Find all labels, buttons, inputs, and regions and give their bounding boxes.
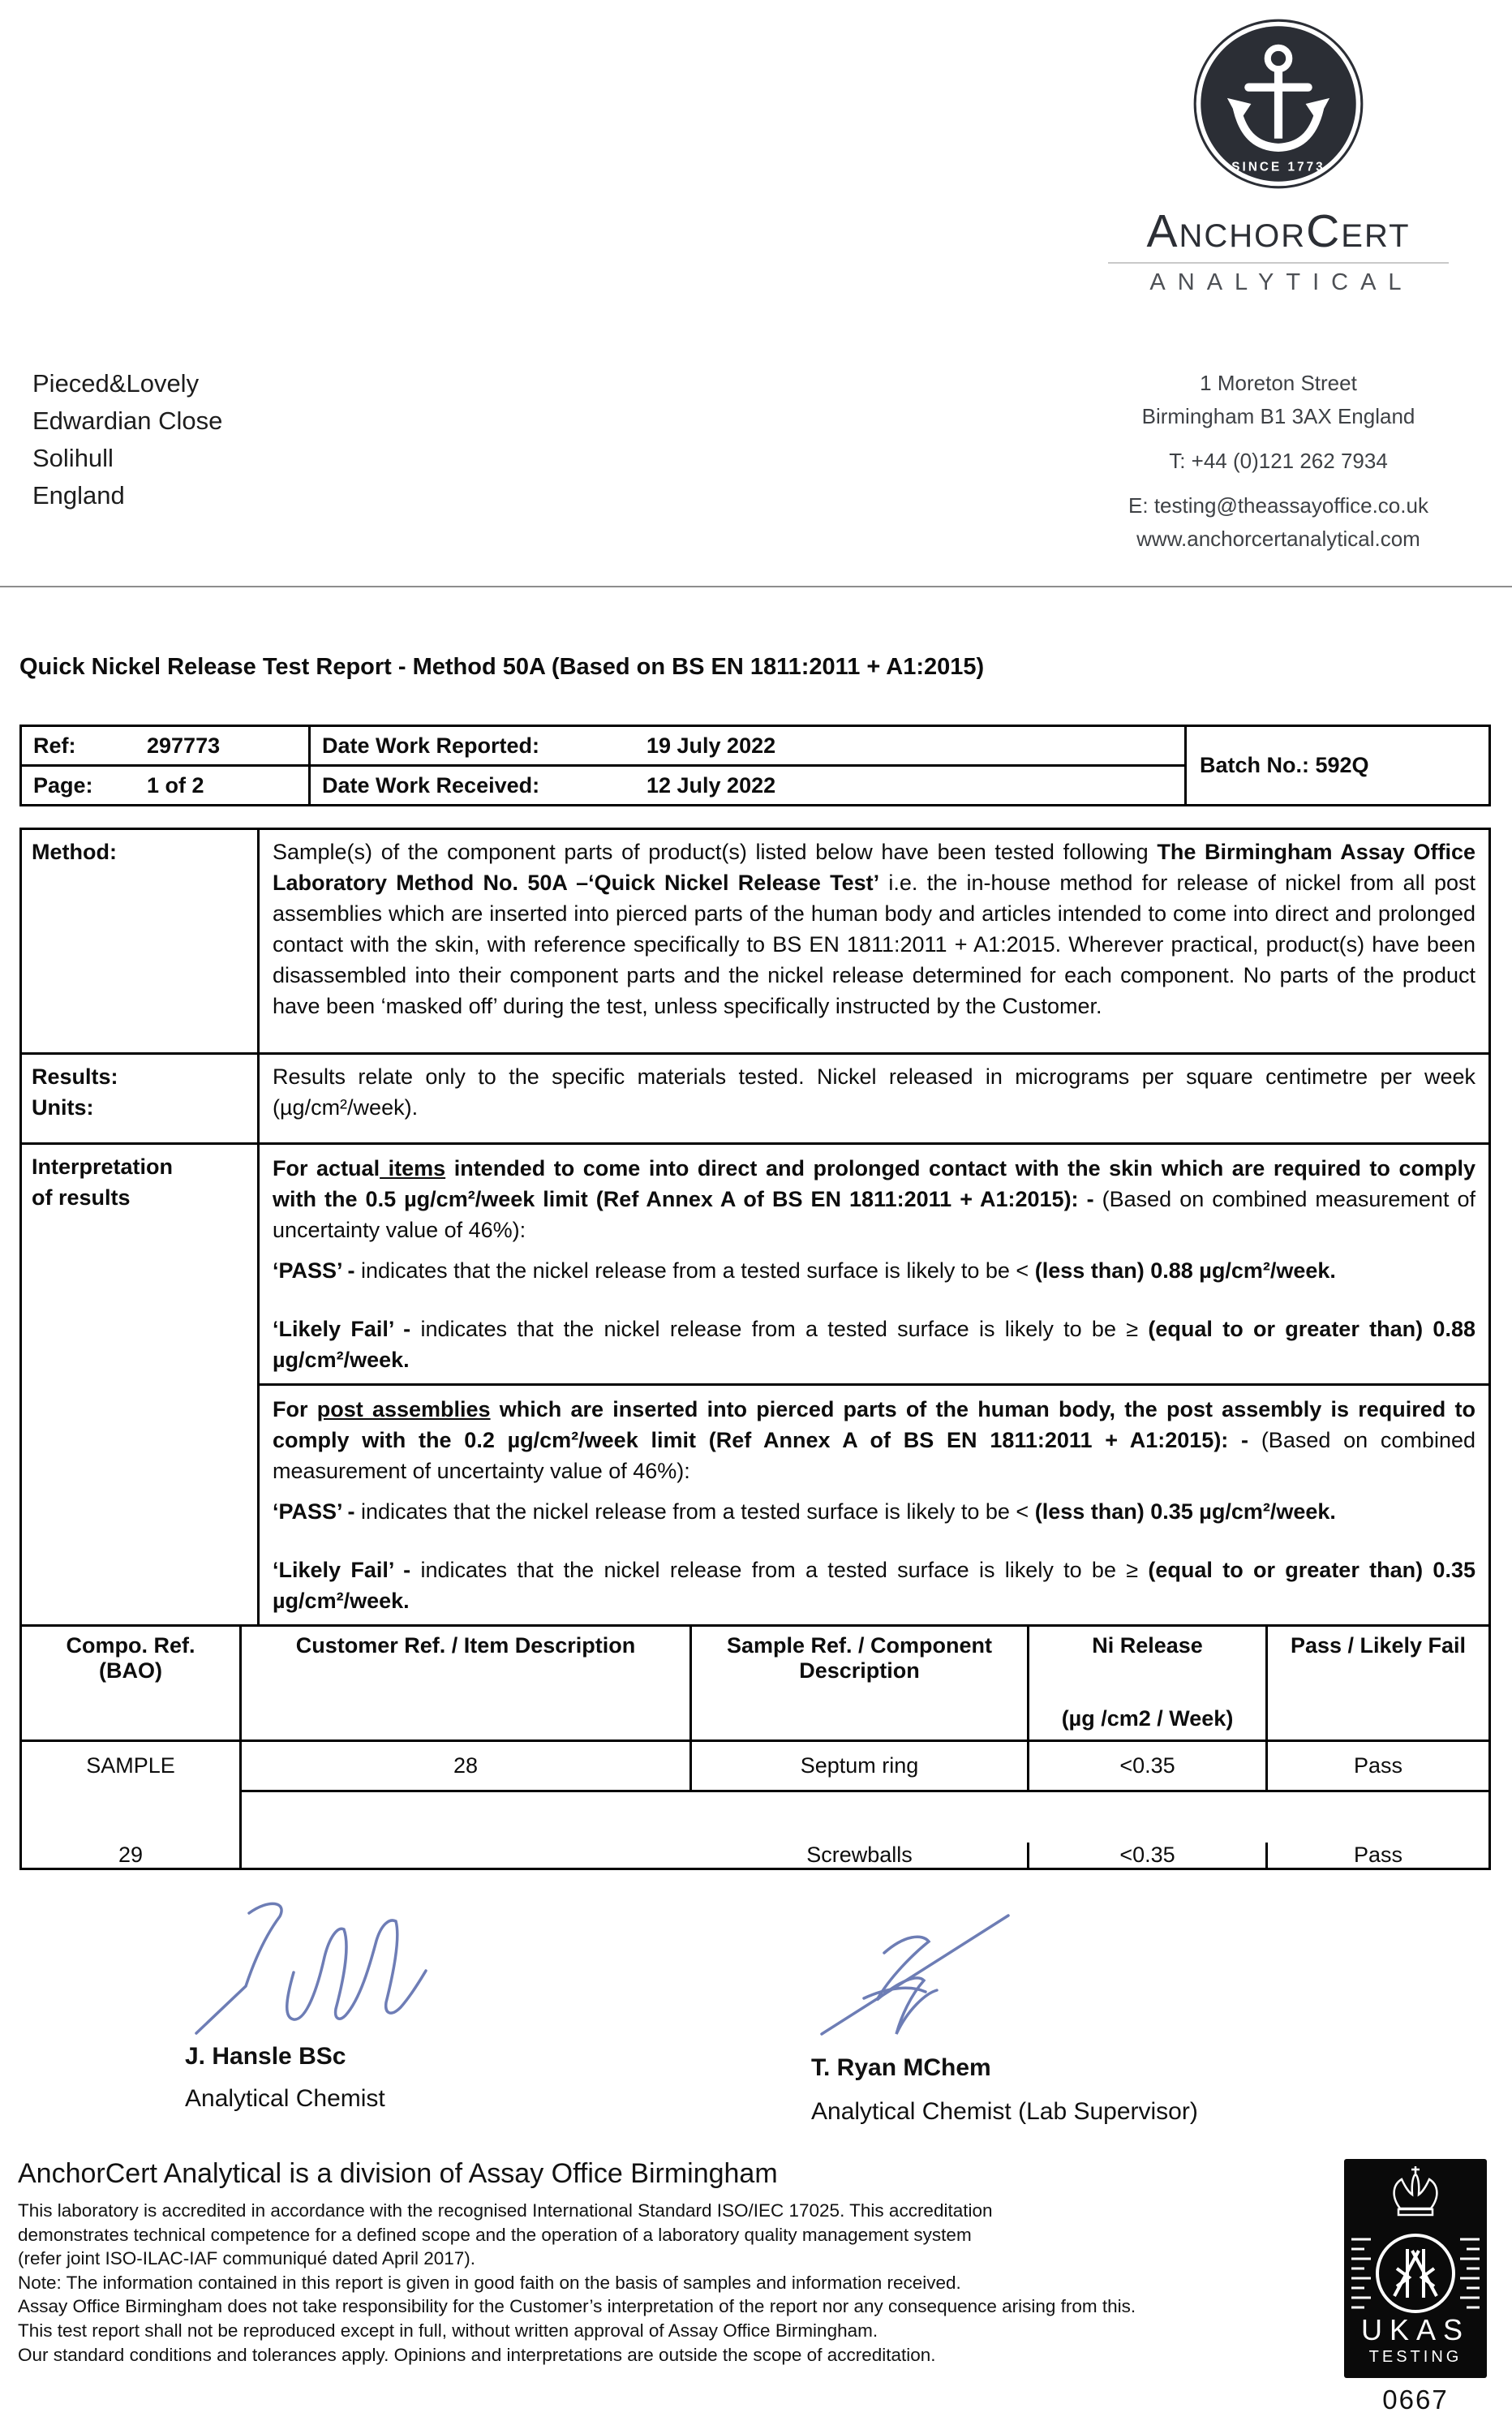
anchorcert-logo — [1100, 13, 1457, 296]
interpretation-block-post-assemblies — [260, 1386, 1488, 1624]
post-limit-heading: For post assemblies which are inserted into pierced parts of the human body, the post assembly is required to comply with the 0.2 µg/cm²/week limit (Ref Annex A of BS EN 1811:2011 + A1:2015): - (Based on combined measurement of uncertainty value of 46%): — [273, 1397, 1475, 1483]
signature-right-image — [807, 1903, 1067, 2045]
lab-address-line: Birmingham B1 3AX England — [1141, 404, 1415, 428]
lab-email: E: testing@theassayoffice.co.uk — [1128, 493, 1428, 518]
results-units-label — [22, 1052, 260, 1142]
accreditation-disclaimer — [18, 2199, 1136, 2367]
ref-value: 297773 — [147, 733, 221, 758]
brand-divider — [1108, 262, 1449, 264]
page-row — [22, 767, 308, 804]
results-text: Results relate only to the specific materials tested. Nickel released in micrograms per square centimetre per week (µg/cm²/week). — [260, 1052, 1488, 1142]
signer-right-title: Analytical Chemist (Lab Supervisor) — [811, 2098, 1198, 2125]
ukas-type-label: TESTING — [1368, 2348, 1463, 2366]
interpretation-label — [22, 1142, 260, 1624]
anchor-icon — [1188, 13, 1369, 195]
disclaimer-line: (refer joint ISO-ILAC-IAF communiqué dated April 2017). — [18, 2248, 475, 2269]
row-28-sample-description: Septum ring — [692, 1742, 1029, 1792]
method-label: Method: — [22, 830, 260, 1052]
logo-since-text: SINCE 1773 — [1231, 160, 1325, 174]
items-pass-definition: ‘PASS’ - indicates that the nickel release from a tested surface is likely to be < (less than) 0.88 µg/cm²/week. — [273, 1258, 1336, 1283]
disclaimer-line: Assay Office Birmingham does not take responsibility for the Customer’s interpretation of the report nor any consequence arising from this. — [18, 2296, 1136, 2317]
customer-address-line: Pieced&Lovely — [32, 369, 200, 398]
customer-address-line: England — [32, 481, 125, 510]
post-fail-definition: ‘Likely Fail’ - indicates that the nickel release from a tested surface is likely to be ≥ (equal to or greater than) 0.35 µg/cm²/week. — [273, 1558, 1475, 1613]
lab-contact-block — [1097, 367, 1460, 556]
report-title: Quick Nickel Release Test Report - Method 50A (Based on BS EN 1811:2011 + A1:2015) — [19, 654, 985, 680]
signature-left-image — [172, 1895, 545, 2041]
lab-website: www.anchorcertanalytical.com — [1136, 527, 1420, 551]
reference-table — [19, 725, 1491, 806]
results-label: Results: — [32, 1064, 118, 1089]
date-reported-label: Date Work Reported: — [322, 733, 540, 758]
ukas-testing-icon — [1343, 2158, 1488, 2379]
header-compo-ref-line: Compo. Ref. — [66, 1633, 195, 1658]
ukas-number: 0667 — [1382, 2385, 1449, 2415]
date-received-row — [311, 767, 1184, 804]
signer-left-title: Analytical Chemist — [185, 2085, 385, 2112]
date-reported-value: 19 July 2022 — [646, 733, 776, 758]
lab-address-line: 1 Moreton Street — [1200, 371, 1357, 395]
row-29-sample-description: Screwballs — [692, 1843, 1029, 1868]
ref-label: Ref: — [33, 733, 76, 758]
date-received-label: Date Work Received: — [322, 772, 540, 798]
customer-ref-merged-cell: SAMPLE — [22, 1742, 242, 1843]
row-29-compo-ref: 29 — [22, 1843, 242, 1868]
customer-address-line: Edwardian Close — [32, 406, 223, 435]
header-ni-release — [1029, 1627, 1268, 1742]
method-text: Sample(s) of the component parts of product(s) listed below have been tested following The Birmingham Assay Office Laboratory Method No. 50A –‘Quick Nickel Release Test’ i.e. the in-house method for release of nickel from all post assemblies which are inserted into pierced parts of the human body and articles intended to come into direct and prolonged contact with the skin, with reference specifically to BS EN 1811:2011 + A1:2015. Wherever practical, product(s) have been disassembled into their component parts and the nickel release determined for each component. No parts of the product have been ‘masked off’ during the test, unless specifically instructed by the Customer. — [273, 840, 1475, 1018]
division-statement: AnchorCert Analytical is a division of Assay Office Birmingham — [18, 2158, 778, 2189]
post-pass-definition: ‘PASS’ - indicates that the nickel release from a tested surface is likely to be < (less than) 0.35 µg/cm²/week. — [273, 1499, 1336, 1524]
lab-phone: T: +44 (0)121 262 7934 — [1169, 449, 1388, 473]
row-28-ni-release: <0.35 — [1029, 1742, 1268, 1792]
row-28-compo-ref: 28 — [242, 1742, 692, 1792]
units-label: Units: — [32, 1095, 94, 1120]
interpretation-label-line: Interpretation — [32, 1155, 174, 1179]
items-fail-definition: ‘Likely Fail’ - indicates that the nickel release from a tested surface is likely to be ≥ (equal to or greater than) 0.88 µg/cm²/week. — [273, 1317, 1475, 1372]
header-customer-ref: Customer Ref. / Item Description — [242, 1627, 692, 1742]
dates-column — [311, 727, 1187, 804]
header-compo-ref — [22, 1627, 242, 1742]
header-ni-release-unit: (µg /cm2 / Week) — [1061, 1706, 1234, 1731]
interpretation-label-line: of results — [32, 1185, 131, 1210]
brand-subtitle: ANALYTICAL — [1149, 269, 1414, 295]
report-body — [19, 725, 1491, 1870]
component-results-table — [19, 1627, 1491, 1870]
page-value: 1 of 2 — [147, 772, 204, 798]
row-28-result: Pass — [1268, 1742, 1488, 1792]
header-sample-ref: Sample Ref. / Component Description — [692, 1627, 1029, 1742]
ukas-wordmark: UKAS — [1360, 2313, 1471, 2346]
row-29-ni-release: <0.35 — [1029, 1843, 1268, 1868]
header-compo-ref-line: (BAO) — [99, 1658, 162, 1683]
signer-right-name: T. Ryan MChem — [811, 2054, 991, 2081]
header-ni-release-line: Ni Release — [1092, 1633, 1203, 1658]
page-label: Page: — [33, 772, 93, 798]
info-table — [19, 828, 1491, 1627]
interpretation-content — [260, 1142, 1488, 1624]
customer-address-line: Solihull — [32, 444, 114, 472]
header-pass-fail: Pass / Likely Fail — [1268, 1627, 1488, 1742]
batch-number: Batch No.: 592Q — [1200, 753, 1369, 777]
disclaimer-line: This test report shall not be reproduced except in full, without written approval of Assay Office Birmingham. — [18, 2320, 878, 2341]
disclaimer-line: This laboratory is accredited in accordance with the recognised International Standard ISO/IEC 17025. This accreditation — [18, 2200, 993, 2221]
disclaimer-line: demonstrates technical competence for a defined scope and the operation of a laboratory quality management system — [18, 2224, 972, 2245]
items-limit-heading: For actual items intended to come into direct and prolonged contact with the skin which are required to comply with the 0.5 µg/cm²/week limit (Ref Annex A of BS EN 1811:2011 + A1:2015): - (Based on combined measurement of uncertainty value of 46%): — [273, 1156, 1476, 1242]
customer-address — [32, 365, 222, 514]
header-divider — [0, 586, 1512, 587]
disclaimer-line: Note: The information contained in this report is given in good faith on the basis of samples and information received. — [18, 2272, 961, 2293]
row-29-result: Pass — [1353, 1843, 1403, 1867]
ref-row — [22, 727, 308, 767]
date-received-value: 12 July 2022 — [646, 772, 776, 798]
interpretation-block-items — [260, 1145, 1488, 1386]
disclaimer-line: Our standard conditions and tolerances apply. Opinions and interpretations are outside the scope of accreditation. — [18, 2344, 936, 2365]
date-reported-row — [311, 727, 1184, 767]
ukas-accreditation-mark — [1342, 2158, 1488, 2415]
brand-name: AnchorCert — [1146, 205, 1411, 257]
ref-page-column — [22, 727, 311, 804]
signer-left-name: J. Hansle BSc — [185, 2043, 346, 2070]
